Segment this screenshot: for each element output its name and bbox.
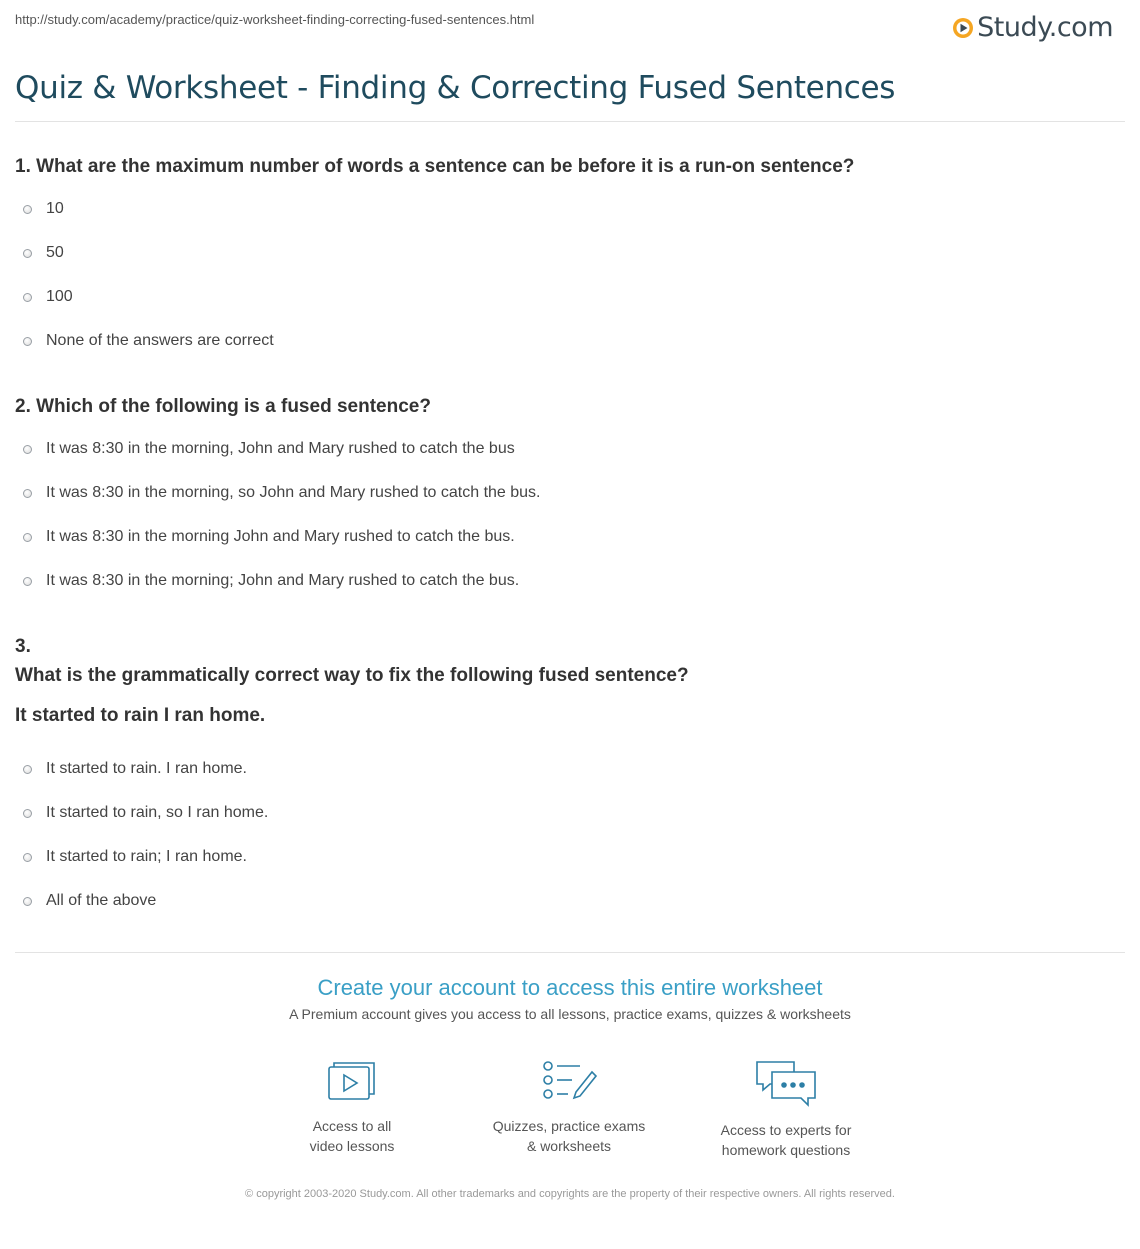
cta-subtitle: A Premium account gives you access to all lessons, practice exams, quizzes & worksheets [289,1006,851,1022]
feature-experts [686,1058,886,1160]
question-2-option-1[interactable] [23,440,515,458]
question-2-option-4[interactable] [23,572,519,590]
question-2-heading: 2. Which of the following is a fused sentence? [15,396,431,417]
radio-button[interactable] [23,489,32,498]
create-account-link[interactable]: Create your account to access this entire worksheet [317,975,823,1000]
question-3-number: 3. [15,636,31,657]
question-3-option-3[interactable] [23,848,247,866]
chat-bubbles-icon [754,1058,818,1108]
question-2-option-2[interactable] [23,484,541,502]
option-label: It was 8:30 in the morning, John and Mary rushed to catch the bus [46,440,515,457]
question-1-option-4[interactable] [23,332,274,350]
radio-button[interactable] [23,765,32,774]
radio-button[interactable] [23,533,32,542]
option-label: It started to rain, so I ran home. [46,804,269,821]
page-title: Quiz & Worksheet - Finding & Correcting Fused Sentences [15,70,896,106]
radio-button[interactable] [23,337,32,346]
question-3-option-4[interactable] [23,892,156,910]
feature-label: Access to experts for homework questions [720,1122,852,1158]
feature-quizzes [469,1058,669,1156]
question-2-option-3[interactable] [23,528,515,546]
quiz-checklist-icon [540,1058,598,1104]
option-label: It started to rain. I ran home. [46,760,247,777]
option-label: All of the above [46,892,157,909]
option-label: It was 8:30 in the morning, so John and Mary rushed to catch the bus. [46,484,541,501]
radio-button[interactable] [23,445,32,454]
copyright-text: © copyright 2003-2020 Study.com. All other trademarks and copyrights are the property of their respective owners. All rights reserved. [245,1188,895,1200]
question-1-heading: 1. What are the maximum number of words a sentence can be before it is a run-on sentence? [15,156,855,177]
option-label: 100 [46,288,73,305]
feature-video-lessons [252,1058,452,1156]
radio-button[interactable] [23,293,32,302]
option-label: It started to rain; I ran home. [46,848,247,865]
radio-button[interactable] [23,809,32,818]
feature-label: Access to all video lessons [309,1118,395,1154]
radio-button[interactable] [23,577,32,586]
question-1-option-3[interactable] [23,288,73,306]
logo-text: Study.com [977,12,1113,43]
radio-button[interactable] [23,897,32,906]
radio-button[interactable] [23,249,32,258]
radio-button[interactable] [23,205,32,214]
option-label: It was 8:30 in the morning John and Mary rushed to catch the bus. [46,528,515,545]
top-bar [15,12,1125,42]
option-label: 10 [46,200,64,217]
option-label: It was 8:30 in the morning; John and Mary rushed to catch the bus. [46,572,520,589]
question-1-option-2[interactable] [23,244,64,262]
question-3-prompt: It started to rain I ran home. [15,705,266,726]
question-1-option-1[interactable] [23,200,64,218]
title-divider [15,121,1125,122]
video-lesson-icon [326,1058,378,1104]
question-3-option-1[interactable] [23,760,247,778]
study-logo[interactable] [952,12,1113,43]
radio-button[interactable] [23,853,32,862]
option-label: None of the answers are correct [46,332,274,349]
option-label: 50 [46,244,64,261]
page-url: http://study.com/academy/practice/quiz-worksheet-finding-correcting-fused-sentences.html [15,12,535,27]
play-logo-icon [952,17,974,39]
question-3-heading: What is the grammatically correct way to fix the following fused sentence? [15,665,689,686]
question-3-option-2[interactable] [23,804,268,822]
feature-label: Quizzes, practice exams & worksheets [492,1118,646,1154]
cta-divider [15,952,1125,953]
